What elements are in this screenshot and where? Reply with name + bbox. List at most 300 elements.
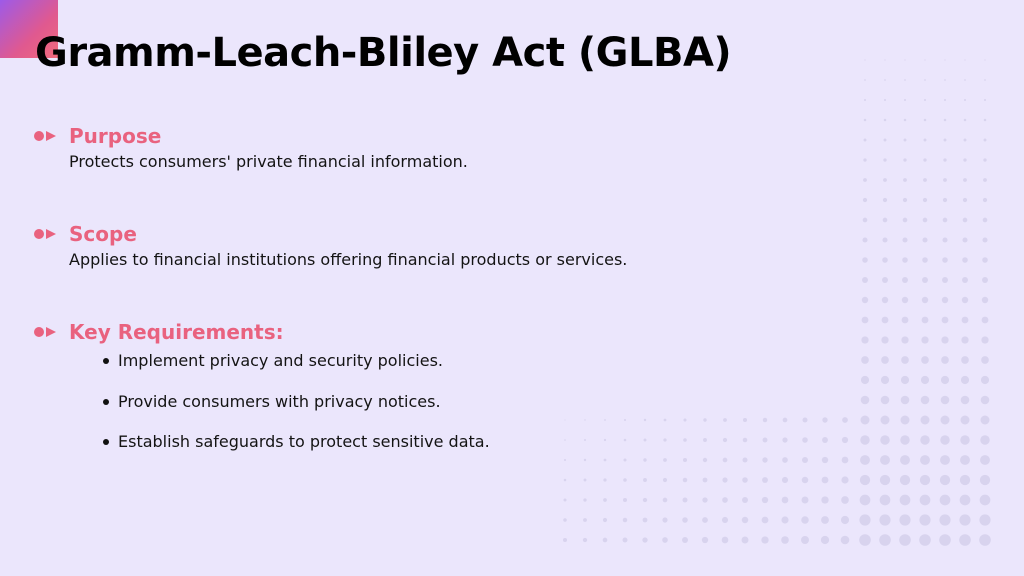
bullet-arrow-icon — [33, 129, 57, 143]
pattern-dot — [623, 478, 627, 482]
pattern-dot — [901, 356, 909, 364]
pattern-dot — [903, 178, 907, 182]
pattern-dot — [979, 514, 990, 525]
pattern-dot — [959, 514, 970, 525]
list-item-text: Implement privacy and security policies. — [118, 351, 443, 370]
pattern-dot — [683, 478, 688, 483]
pattern-dot — [722, 497, 728, 503]
pattern-dot — [982, 297, 988, 303]
pattern-dot — [682, 497, 687, 502]
pattern-dot — [862, 297, 868, 303]
pattern-dot — [981, 336, 988, 343]
pattern-dot — [662, 517, 667, 522]
pattern-dot — [922, 297, 928, 303]
pattern-dot — [921, 356, 929, 364]
pattern-dot — [703, 438, 707, 442]
pattern-dot — [883, 218, 888, 223]
pattern-dot — [682, 517, 688, 523]
pattern-dot — [984, 59, 985, 60]
pattern-dot — [859, 514, 870, 525]
pattern-dot — [921, 396, 930, 405]
pattern-dot — [981, 416, 990, 425]
pattern-dot — [920, 475, 930, 485]
pattern-dot — [982, 277, 988, 283]
pattern-dot — [963, 218, 968, 223]
pattern-dot — [921, 376, 929, 384]
pattern-dot — [924, 79, 926, 81]
pattern-dot — [981, 376, 989, 384]
pattern-dot — [942, 297, 948, 303]
bullet-dot-icon — [103, 399, 109, 405]
pattern-dot — [762, 457, 767, 462]
pattern-dot — [624, 419, 626, 421]
pattern-dot — [563, 498, 566, 501]
pattern-dot — [703, 418, 706, 421]
pattern-dot — [960, 475, 970, 485]
pattern-dot — [863, 198, 867, 202]
pattern-dot — [644, 419, 646, 421]
pattern-dot — [881, 356, 889, 364]
pattern-dot — [842, 457, 849, 464]
pattern-dot — [604, 419, 606, 421]
pattern-dot — [901, 396, 910, 405]
section-label: Scope — [69, 222, 137, 246]
pattern-dot — [960, 495, 971, 506]
pattern-dot — [603, 538, 608, 543]
pattern-dot — [623, 518, 628, 523]
pattern-dot — [884, 139, 887, 142]
pattern-dot — [961, 376, 969, 384]
pattern-dot — [861, 396, 870, 405]
pattern-dot — [920, 435, 929, 444]
section-description: Applies to financial institutions offering financial products or services. — [69, 250, 628, 269]
pattern-dot — [922, 317, 929, 324]
pattern-dot — [882, 297, 888, 303]
pattern-dot — [802, 437, 808, 443]
pattern-dot — [841, 536, 850, 545]
list-item-text: Provide consumers with privacy notices. — [118, 391, 441, 411]
pattern-dot — [941, 416, 950, 425]
pattern-dot — [863, 178, 867, 182]
pattern-dot — [842, 417, 848, 423]
pattern-dot — [940, 495, 951, 506]
section-label: Purpose — [69, 124, 162, 148]
pattern-dot — [979, 534, 991, 546]
pattern-dot — [884, 59, 885, 60]
pattern-dot — [683, 418, 686, 421]
pattern-dot — [763, 418, 767, 422]
pattern-dot — [881, 336, 888, 343]
pattern-dot — [981, 396, 990, 405]
pattern-dot — [980, 495, 991, 506]
pattern-dot — [623, 498, 627, 502]
pattern-dot — [880, 455, 890, 465]
pattern-dot — [904, 79, 906, 81]
pattern-dot — [864, 139, 867, 142]
pattern-dot — [864, 119, 867, 122]
pattern-dot — [563, 518, 567, 522]
pattern-dot — [980, 475, 990, 485]
pattern-dot — [901, 416, 910, 425]
pattern-dot — [584, 419, 585, 420]
pattern-dot — [940, 435, 949, 444]
pattern-dot — [904, 59, 905, 60]
pattern-dot — [864, 59, 865, 60]
pattern-dot — [919, 534, 931, 546]
pattern-dot — [663, 458, 667, 462]
pattern-dot — [980, 435, 989, 444]
pattern-dot — [981, 356, 989, 364]
pattern-dot — [962, 237, 967, 242]
pattern-dot — [841, 516, 849, 524]
pattern-dot — [802, 457, 808, 463]
pattern-dot — [879, 514, 890, 525]
pattern-dot — [881, 416, 890, 425]
pattern-dot — [984, 119, 987, 122]
pattern-dot — [702, 537, 708, 543]
pattern-dot — [943, 198, 947, 202]
pattern-dot — [961, 416, 970, 425]
pattern-dot — [583, 538, 587, 542]
pattern-dot — [742, 497, 748, 503]
pattern-dot — [722, 517, 728, 523]
pattern-dot — [801, 536, 809, 544]
pattern-dot — [563, 538, 567, 542]
bullet-dot-icon — [103, 439, 109, 445]
pattern-dot — [763, 438, 768, 443]
pattern-dot — [703, 458, 707, 462]
pattern-dot — [961, 336, 968, 343]
pattern-dot — [922, 237, 927, 242]
pattern-dot — [923, 198, 927, 202]
pattern-dot — [944, 99, 946, 101]
pattern-dot — [761, 536, 768, 543]
pattern-dot — [802, 417, 807, 422]
pattern-dot — [900, 455, 910, 465]
pattern-dot — [742, 477, 748, 483]
pattern-dot — [564, 479, 567, 482]
pattern-dot — [702, 497, 707, 502]
pattern-dot — [963, 198, 967, 202]
pattern-dot — [584, 439, 586, 441]
pattern-dot — [603, 478, 606, 481]
pattern-dot — [822, 477, 829, 484]
pattern-dot — [881, 376, 889, 384]
pattern-dot — [961, 356, 969, 364]
pattern-dot — [683, 458, 687, 462]
pattern-dot — [863, 218, 868, 223]
pattern-dot — [944, 119, 947, 122]
pattern-dot — [643, 478, 647, 482]
pattern-dot — [683, 438, 687, 442]
pattern-dot — [864, 99, 866, 101]
pattern-dot — [881, 396, 890, 405]
pattern-dot — [642, 537, 647, 542]
pattern-dot — [882, 317, 889, 324]
pattern-dot — [801, 516, 808, 523]
bullet-dot-icon — [103, 358, 109, 364]
bullet-arrow-icon — [33, 325, 57, 339]
pattern-dot — [860, 475, 870, 485]
pattern-dot — [822, 437, 828, 443]
pattern-dot — [623, 458, 626, 461]
pattern-dot — [821, 536, 829, 544]
pattern-dot — [861, 416, 870, 425]
pattern-dot — [743, 438, 748, 443]
pattern-dot — [942, 317, 949, 324]
pattern-dot — [940, 475, 950, 485]
pattern-dot — [860, 455, 870, 465]
section-label: Key Requirements: — [69, 320, 284, 344]
requirements-list — [33, 350, 490, 472]
pattern-dot — [884, 119, 887, 122]
pattern-dot — [879, 534, 891, 546]
pattern-dot — [861, 376, 869, 384]
pattern-dot — [921, 416, 930, 425]
pattern-dot — [781, 516, 788, 523]
pattern-dot — [782, 437, 787, 442]
section-description: Protects consumers' private financial information. — [69, 152, 468, 171]
pattern-dot — [941, 336, 948, 343]
pattern-dot — [822, 457, 828, 463]
pattern-dot — [943, 218, 948, 223]
list-item — [103, 431, 490, 472]
pattern-dot — [662, 537, 668, 543]
pattern-dot — [860, 435, 869, 444]
pattern-dot — [742, 537, 749, 544]
section-purpose — [33, 122, 468, 171]
pattern-dot — [882, 257, 888, 263]
pattern-dot — [842, 437, 848, 443]
pattern-dot — [884, 99, 886, 101]
pattern-dot — [920, 495, 931, 506]
pattern-dot — [682, 537, 688, 543]
pattern-dot — [884, 79, 886, 81]
pattern-dot — [861, 356, 869, 364]
pattern-dot — [603, 518, 607, 522]
pattern-dot — [862, 257, 868, 263]
pattern-dot — [862, 237, 867, 242]
pattern-dot — [821, 496, 828, 503]
pattern-dot — [942, 237, 947, 242]
pattern-dot — [624, 439, 627, 442]
pattern-dot — [963, 158, 966, 161]
pattern-dot — [983, 158, 986, 161]
pattern-dot — [743, 418, 747, 422]
pattern-dot — [781, 536, 789, 544]
pattern-dot — [983, 178, 987, 182]
pattern-dot — [924, 139, 927, 142]
pattern-dot — [564, 439, 566, 441]
pattern-dot — [583, 518, 587, 522]
pattern-dot — [584, 479, 587, 482]
pattern-dot — [903, 218, 908, 223]
pattern-dot — [944, 59, 945, 60]
pattern-dot — [940, 455, 950, 465]
pattern-dot — [964, 99, 966, 101]
pattern-dot — [924, 99, 926, 101]
pattern-dot — [904, 119, 907, 122]
pattern-dot — [883, 178, 887, 182]
pattern-dot — [861, 336, 868, 343]
pattern-dot — [924, 119, 927, 122]
pattern-dot — [880, 475, 890, 485]
pattern-dot — [900, 495, 911, 506]
pattern-dot — [982, 237, 987, 242]
pattern-dot — [941, 356, 949, 364]
pattern-dot — [920, 455, 930, 465]
pattern-dot — [980, 455, 990, 465]
pattern-dot — [903, 198, 907, 202]
pattern-dot — [902, 277, 908, 283]
pattern-dot — [899, 514, 910, 525]
pattern-dot — [564, 419, 565, 420]
pattern-dot — [583, 498, 586, 501]
pattern-dot — [862, 277, 868, 283]
pattern-dot — [939, 514, 950, 525]
pattern-dot — [901, 336, 908, 343]
slide-title: Gramm-Leach-Bliley Act (GLBA) — [35, 30, 732, 76]
pattern-dot — [902, 297, 908, 303]
pattern-dot — [902, 257, 908, 263]
section-scope — [33, 220, 627, 269]
pattern-dot — [664, 419, 667, 422]
pattern-dot — [923, 218, 928, 223]
pattern-dot — [782, 497, 789, 504]
pattern-dot — [919, 514, 930, 525]
pattern-dot — [663, 438, 666, 441]
pattern-dot — [821, 516, 829, 524]
pattern-dot — [963, 178, 967, 182]
pattern-dot — [904, 139, 907, 142]
pattern-dot — [939, 534, 951, 546]
pattern-dot — [883, 158, 886, 161]
pattern-dot — [901, 376, 909, 384]
pattern-dot — [643, 458, 646, 461]
pattern-dot — [841, 476, 848, 483]
pattern-dot — [944, 79, 946, 81]
pattern-dot — [959, 534, 971, 546]
pattern-dot — [882, 237, 887, 242]
pattern-dot — [964, 119, 967, 122]
pattern-dot — [984, 99, 986, 101]
pattern-dot — [802, 497, 809, 504]
pattern-dot — [762, 477, 768, 483]
pattern-dot — [880, 495, 891, 506]
pattern-dot — [722, 537, 729, 544]
pattern-dot — [982, 257, 988, 263]
pattern-dot — [883, 198, 887, 202]
pattern-dot — [880, 435, 889, 444]
pattern-dot — [663, 498, 668, 503]
pattern-dot — [783, 418, 788, 423]
pattern-dot — [902, 237, 907, 242]
pattern-dot — [943, 178, 947, 182]
pattern-dot — [962, 257, 968, 263]
pattern-dot — [962, 277, 968, 283]
pattern-dot — [802, 477, 809, 484]
pattern-dot — [703, 478, 708, 483]
pattern-dot — [864, 79, 866, 81]
pattern-dot — [923, 178, 927, 182]
pattern-dot — [942, 277, 948, 283]
pattern-dot — [964, 59, 965, 60]
pattern-dot — [899, 534, 911, 546]
pattern-dot — [603, 498, 607, 502]
pattern-dot — [962, 317, 969, 324]
pattern-dot — [742, 517, 748, 523]
pattern-dot — [960, 435, 969, 444]
pattern-dot — [663, 478, 667, 482]
pattern-dot — [902, 317, 909, 324]
pattern-dot — [904, 99, 906, 101]
pattern-dot — [822, 417, 827, 422]
pattern-dot — [903, 158, 906, 161]
pattern-dot — [983, 198, 987, 202]
pattern-dot — [723, 458, 728, 463]
pattern-dot — [723, 418, 727, 422]
list-item — [103, 391, 490, 432]
pattern-dot — [604, 459, 607, 462]
pattern-dot — [862, 317, 869, 324]
pattern-dot — [859, 534, 871, 546]
pattern-dot — [923, 158, 926, 161]
pattern-dot — [900, 475, 910, 485]
pattern-dot — [722, 477, 727, 482]
pattern-dot — [644, 439, 647, 442]
pattern-dot — [943, 158, 946, 161]
pattern-dot — [584, 459, 586, 461]
pattern-dot — [900, 435, 909, 444]
pattern-dot — [922, 277, 928, 283]
pattern-dot — [841, 496, 849, 504]
pattern-dot — [961, 396, 970, 405]
bullet-arrow-icon — [33, 227, 57, 241]
pattern-dot — [984, 139, 987, 142]
section-key-requirements — [33, 318, 490, 472]
pattern-dot — [643, 498, 647, 502]
pattern-dot — [960, 455, 970, 465]
pattern-dot — [941, 396, 950, 405]
pattern-dot — [964, 79, 966, 81]
pattern-dot — [860, 495, 871, 506]
pattern-dot — [742, 457, 747, 462]
list-item-text: Establish safeguards to protect sensitive data. — [118, 432, 490, 451]
pattern-dot — [983, 218, 988, 223]
pattern-dot — [564, 459, 566, 461]
pattern-dot — [942, 257, 948, 263]
pattern-dot — [944, 139, 947, 142]
pattern-dot — [723, 438, 727, 442]
list-item — [103, 350, 490, 391]
pattern-dot — [964, 139, 967, 142]
pattern-dot — [623, 538, 628, 543]
pattern-dot — [762, 517, 769, 524]
pattern-dot — [604, 439, 606, 441]
pattern-dot — [782, 477, 788, 483]
pattern-dot — [762, 497, 768, 503]
pattern-dot — [962, 297, 968, 303]
pattern-dot — [984, 79, 986, 81]
pattern-dot — [643, 518, 648, 523]
pattern-dot — [924, 59, 925, 60]
pattern-dot — [782, 457, 788, 463]
pattern-dot — [882, 277, 888, 283]
pattern-dot — [702, 517, 708, 523]
pattern-dot — [921, 336, 928, 343]
pattern-dot — [941, 376, 949, 384]
pattern-dot — [982, 317, 989, 324]
